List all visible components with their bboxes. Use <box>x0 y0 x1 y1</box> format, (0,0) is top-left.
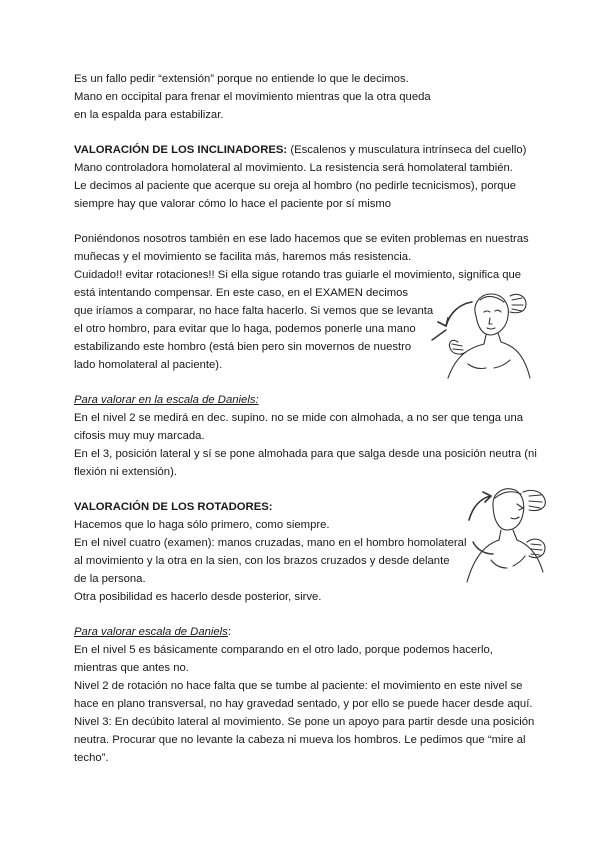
text-line: está intentando compensar. En este caso, en el EXAMEN decimos <box>74 287 409 299</box>
text-line: lado homolateral al paciente). <box>74 359 223 371</box>
text-line: de la persona. <box>74 573 146 585</box>
text-line: flexión ni extensión). <box>74 466 177 478</box>
section-heading-rotadores: VALORACIÓN DE LOS ROTADORES: <box>74 501 273 513</box>
text-line: Cuidado!! evitar rotaciones!! Si ella sigue rotando tras guiarle el movimiento, significa que <box>74 269 522 281</box>
text-line: cifosis muy muy marcada. <box>74 430 205 442</box>
text-line: siempre hay que valorar cómo lo hace el paciente por sí mismo <box>74 198 392 210</box>
text-line: Mano controladora homolateral al movimiento. La resistencia será homolateral también. <box>74 162 513 174</box>
heading-bold: VALORACIÓN DE LOS INCLINADORES: <box>74 144 288 156</box>
text-line: Nivel 3: En decúbito lateral al movimiento. Se pone un apoyo para partir desde una posición <box>74 716 535 728</box>
daniels-title: Para valorar escala de Daniels <box>74 626 228 638</box>
text-line: el otro hombro, para evitar que lo haga, podemos ponerle una mano <box>74 323 416 335</box>
section-heading-inclinadores <box>74 143 526 157</box>
text-line: Poniéndonos nosotros también en ese lado hacemos que se eviten problemas en nuestras <box>74 233 529 245</box>
text-line: En el nivel cuatro (examen): manos cruzadas, mano en el hombro homolateral <box>74 537 467 549</box>
text-line: Hacemos que lo haga sólo primero, como siempre. <box>74 519 330 531</box>
text-line: muñecas y el movimiento se facilita más, haremos más resistencia. <box>74 251 412 263</box>
text-line: Mano en occipital para frenar el movimiento mientras que la otra queda <box>74 91 431 103</box>
text-line: estabilizando este hombro (está bien pero sin movernos de nuestro <box>74 341 412 353</box>
text-line: Le decimos al paciente que acerque su oreja al hombro (no pedirle tecnicismos), porque <box>74 180 517 192</box>
rotation-drawing <box>463 484 555 586</box>
daniels-title: Para valorar en la escala de Daniels: <box>74 394 259 406</box>
text-line: En el 3, posición lateral y sí se pone almohada para que salga desde una posición neutra (ni <box>74 448 537 460</box>
text-line: en la espalda para estabilizar. <box>74 109 224 121</box>
text-line: Nivel 2 de rotación no hace falta que se tumbe al paciente: el movimiento en este nivel se <box>74 680 523 692</box>
text-line: Es un fallo pedir “extensión” porque no entiende lo que le decimos. <box>74 73 409 85</box>
text-line: mientras que antes no. <box>74 662 189 674</box>
text-line: En el nivel 2 se medirá en dec. supino. no se mide con almohada, a no ser que tenga una <box>74 412 524 424</box>
heading-rest: (Escalenos y musculatura intrínseca del cuello) <box>287 144 527 156</box>
subsection-title-daniels <box>74 625 231 639</box>
text-line: al movimiento y la otra en la sien, con los brazos cruzados y desde delante <box>74 555 450 567</box>
text-line: neutra. Procurar que no levante la cabeza ni mueva los hombros. Le pedimos que “mire al <box>74 734 526 746</box>
lateral-flexion-drawing <box>428 282 534 380</box>
text-line: hace en plano transversal, no hay gravedad sentado, y por ello se puede hacer desde aquí. <box>74 698 533 710</box>
text-line: En el nivel 5 es básicamente comparando en el otro lado, porque podemos hacerlo, <box>74 644 493 656</box>
daniels-title-suffix: : <box>227 626 231 638</box>
text-line: techo”. <box>74 752 109 764</box>
text-line: Otra posibilidad es hacerlo desde posterior, sirve. <box>74 591 322 603</box>
text-line: que iríamos a comparar, no hace falta hacerlo. Si vemos que se levanta <box>74 305 434 317</box>
subsection-title-daniels <box>74 393 259 407</box>
